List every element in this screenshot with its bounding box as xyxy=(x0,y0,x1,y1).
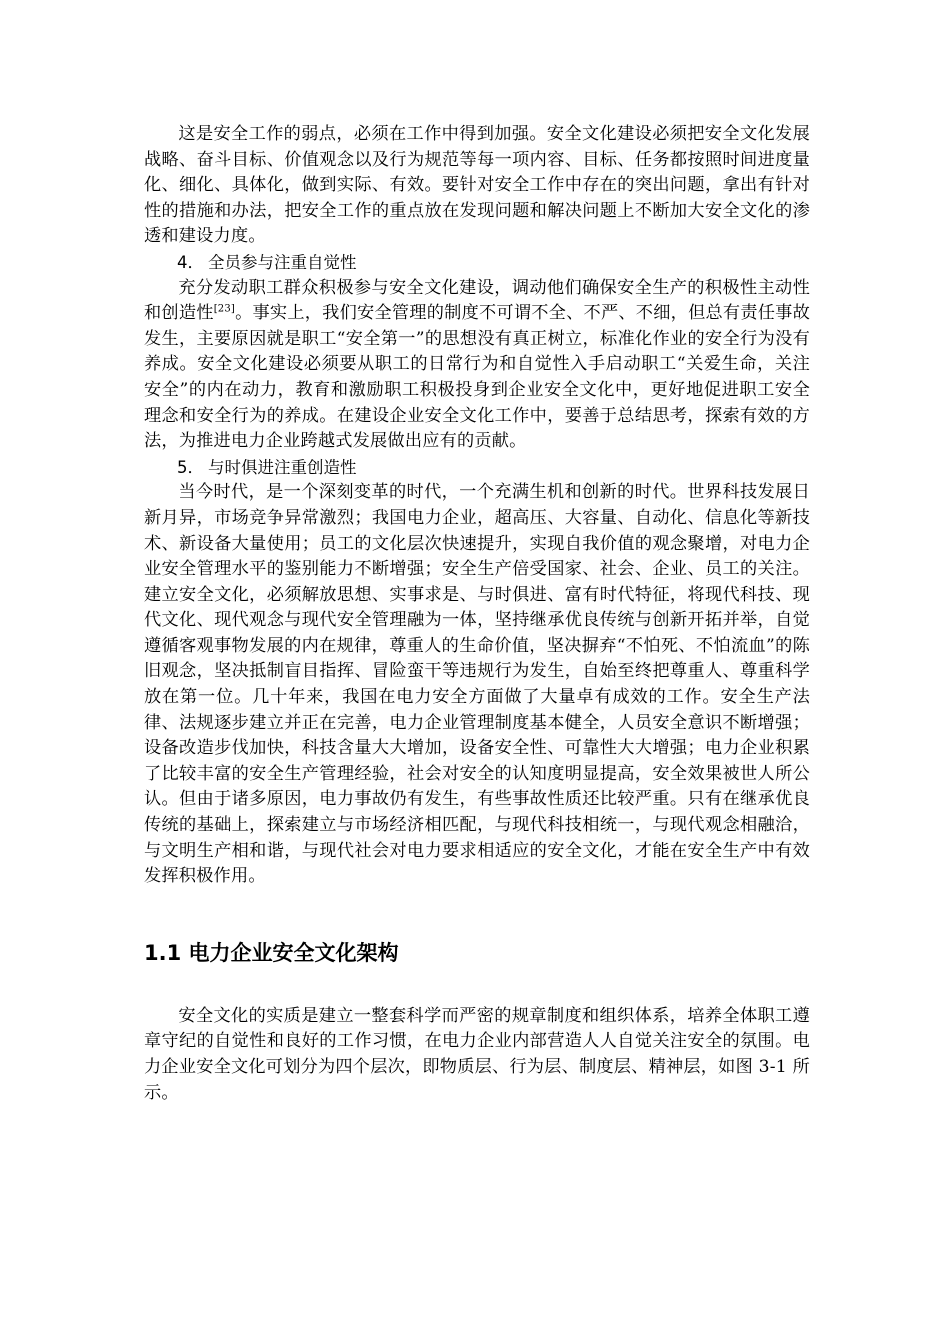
subheading-text: 与时俱进注重创造性 xyxy=(208,457,357,477)
subheading-text: 全员参与注重自觉性 xyxy=(208,252,357,272)
paragraph-current-era: 当今时代，是一个深刻变革的时代，一个充满生机和创新的时代。世界科技发展日新月异，市场竞争异常激烈；我国电力企业，超高压、大容量、自动化、信息化等新技术、新设备大量使用；员工的文化层次快速提升，实现自我价值的观念聚增，对电力企业安全管理水平的鉴别能力不断增强；安全生产倍受国家、社会、企业、员工的关注。建立安全文化，必须解放思想、实事求是、与时俱进、富有时代特征，将现代科技、现代文化、现代观念与现代安全管理融为一体，坚持继承优良传统与创新开拓并举，自觉遵循客观事物发展的内在规律，尊重人的生命价值，坚决摒弃“不怕死、不怕流血”的陈旧观念，坚决抵制盲目指挥、冒险蛮干等违规行为发生，自始至终把尊重人、尊重科学放在第一位。几十年来，我国在电力安全方面做了大量卓有成效的工作。安全生产法律、法规逐步建立并正在完善，电力企业管理制度基本健全，人员安全意识不断增强；设备改造步伐加快，科技含量大大增加，设备安全性、可靠性大大增强；电力企业积累了比较丰富的安全生产管理经验，社会对安全的认知度明显提高，安全效果被世人所公认。但由于诸多原因，电力事故仍有发生，有些事故性质还比较严重。只有在继承优良传统的基础上，探索建立与市场经济相匹配，与现代科技相统一，与现代观念相融洽，与文明生产相和谐，与现代社会对电力要求相适应的安全文化，才能在安全生产中有效发挥积极作用。 xyxy=(144,482,810,887)
document-body xyxy=(144,122,810,1106)
subheading-full-participation xyxy=(144,250,810,276)
paragraph-safety-weakness: 这是安全工作的弱点，必须在工作中得到加强。安全文化建设必须把安全文化发展战略、奋斗目标、价值观念以及行为规范等每一项内容、目标、任务都按照时间进度量化、细化、具体化，做到实际、有效。要针对安全工作中存在的突出问题，拿出有针对性的措施和办法，把安全工作的重点放在发现问题和解决问题上不断加大安全文化的渗透和建设力度。 xyxy=(144,124,810,247)
citation-reference: [23] xyxy=(213,303,236,315)
paragraph-text: 充分发动职工群众积极参与安全文化建设，调动他们确保安全生产的积极性主动性和创造性 xyxy=(144,277,810,324)
paragraph-employee-participation xyxy=(144,276,810,455)
paragraph-safety-culture-essence: 安全文化的实质是建立一整套科学而严密的规章制度和组织体系，培养全体职工遵章守纪的自觉性和良好的工作习惯，在电力企业内部营造人人自觉关注安全的氛围。电力企业安全文化可划分为四个层次，即物质层、行为层、制度层、精神层，如图 3-1 所示。 xyxy=(144,1005,810,1103)
subheading-number: 4． xyxy=(177,252,204,272)
section-title: 1.1 电力企业安全文化架构 xyxy=(144,940,399,965)
paragraph-text: 。事实上，我们安全管理的制度不可谓不全、不严、不细，但总有责任事故发生，主要原因就是职工“安全第一”的思想没有真正树立，标准化作业的安全行为没有养成。安全文化建设必须要从职工的日常行为和自觉性入手启动职工“关爱生命，关注安全”的内在动力，教育和激励职工积极投身到企业安全文化中，更好地促进职工安全理念和安全行为的养成。在建设企业安全文化工作中，要善于总结思考，探索有效的方法，为推进电力企业跨越式发展做出应有的贡献。 xyxy=(144,303,810,452)
subheading-number: 5． xyxy=(177,457,204,477)
subheading-keep-pace xyxy=(144,455,810,481)
